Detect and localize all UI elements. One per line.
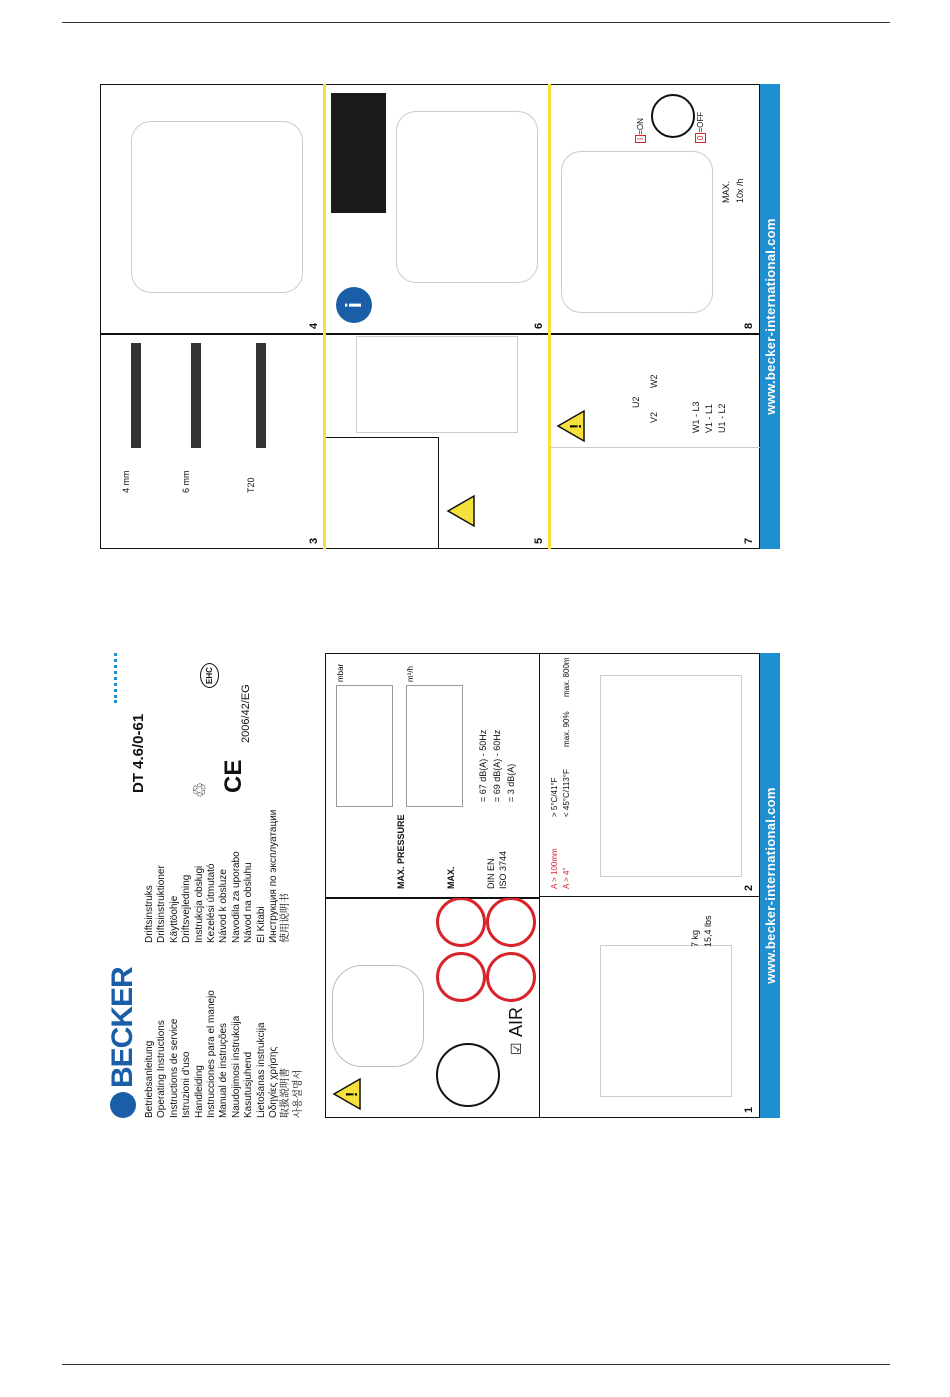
electrician-icon (326, 437, 439, 548)
max-pressure-label: MAX. PRESSURE (396, 814, 406, 889)
panel-8 (550, 84, 760, 334)
air-checkbox-icon: ☑ (508, 1042, 524, 1055)
switch-on-label: =ON (636, 118, 645, 135)
terminal-box-sketch-icon (551, 447, 761, 548)
pump-plug-sketch-icon (131, 121, 303, 293)
tool-size-1: 4 mm (121, 470, 131, 493)
language-item: Käyttöohje (168, 895, 180, 943)
norm-line-1: DIN EN (486, 858, 496, 889)
pump-sketch-icon (332, 965, 424, 1067)
wiring-v2: V2 (649, 411, 659, 423)
language-item: Kasutusjuhend (243, 1051, 255, 1118)
info-icon: i (336, 287, 372, 323)
language-item: 使用说明书 (280, 893, 292, 943)
noise-60hz: = 69 dB(A) - 60Hz (492, 729, 502, 802)
unit-m3h: m³/h (406, 666, 415, 682)
weight-lbs: 15,4 lbs (703, 915, 713, 947)
temp-min: > 5°C/41°F (550, 777, 559, 817)
language-item: Naudojimosi instrukcija (230, 1015, 242, 1118)
tool-size-2: 6 mm (181, 470, 191, 493)
panel-number-2: 2 (743, 884, 755, 891)
language-item: Driftsinstruks (144, 885, 155, 943)
panel-3 (100, 334, 325, 549)
electric-warning-icon (446, 494, 481, 528)
altitude: max. 800m (562, 657, 571, 697)
noise-50hz: = 67 dB(A) - 50Hz (478, 729, 488, 802)
panel-number: 3 (308, 537, 320, 544)
tool-size-3: T20 (246, 477, 256, 493)
language-item: Driftsvejledning (181, 874, 193, 943)
flow-nameplate (406, 685, 463, 807)
prohibited-water-icon (436, 952, 486, 1002)
logo-word: BECKER (106, 967, 139, 1088)
lifting-sketch-icon (600, 945, 732, 1097)
terminal-cover-sketch-icon (356, 336, 518, 433)
conn-3: U1 - L2 (717, 403, 727, 433)
language-item: Инструкция по эксплуатации (268, 809, 280, 943)
pump-running-sketch-icon (561, 151, 713, 313)
panel-5 (325, 334, 550, 549)
ce-mark: CE (220, 759, 247, 793)
panel-number: 1 (743, 1106, 755, 1113)
brand-url-bar: www.becker-international.com (760, 84, 780, 549)
language-list-right (144, 810, 293, 943)
language-item: Instrukcja obsługi (193, 865, 205, 943)
screwdriver-torx-icon (256, 343, 266, 448)
switch-off-label: =OFF (696, 111, 705, 133)
panel-number: 4 (308, 322, 320, 329)
prohibited-hand-icon (486, 952, 536, 1002)
brand-url-bar: www.becker-international.com (760, 653, 780, 1118)
svg-text:!: ! (568, 423, 585, 429)
recycle-icon: ♲ (190, 781, 210, 798)
fan-flow-icon (436, 1043, 500, 1107)
wiring-warning-icon (556, 409, 591, 443)
panel-number: 8 (743, 322, 755, 329)
panel-number: 6 (533, 322, 545, 329)
switch-off-code: 0 (695, 133, 706, 143)
wiring-u2: U2 (631, 396, 641, 408)
prohibited-tools-icon (436, 897, 486, 947)
switch-on-code: I (635, 135, 646, 143)
panel-number: 7 (743, 537, 755, 544)
language-item: Οδηγίες χρήσης (268, 1046, 280, 1118)
temp-max: < 45°C/113°F (562, 769, 571, 817)
model-number: DT 4.6/0-61 (130, 713, 147, 793)
language-item: Lietošanas instrukcija (255, 1022, 267, 1118)
language-item: 사용설명서 (292, 1069, 304, 1118)
screwdriver-flat-icon (131, 343, 141, 448)
panel-specs (325, 653, 540, 898)
norm-line-2: ISO 3744 (498, 850, 508, 889)
language-list-left (144, 990, 305, 1118)
panel-2 (540, 653, 760, 1118)
language-item: Návod na obsluhu (243, 862, 255, 943)
language-item: Driftsinstruktioner (156, 865, 168, 943)
language-item: 取扱説明書 (280, 1068, 292, 1118)
max-starts-label: MAX. (721, 180, 731, 203)
language-item: Istruzioni d'uso (181, 1051, 193, 1118)
panel-4 (100, 84, 325, 334)
air-label: AIR (506, 1006, 526, 1037)
yellow-frame-bottom (548, 84, 551, 549)
language-item: Handleiding (193, 1065, 205, 1118)
max-flow-label: MAX. (446, 866, 456, 889)
pressure-nameplate (336, 685, 393, 807)
conn-2: V1 - L1 (704, 403, 714, 433)
instructions-half (100, 84, 780, 549)
wiring-w2: W2 (649, 374, 659, 388)
unit-mbar: mbar (336, 663, 345, 682)
becker-logo (106, 967, 140, 1118)
language-item: Instrucciones para el manejo (206, 990, 218, 1118)
noise-k: = 3 dB(A) (506, 763, 516, 802)
yellow-frame-top (323, 84, 326, 549)
model-dots (114, 653, 117, 703)
clearance-mm: A > 100mm (550, 848, 559, 889)
nameplate-detail (331, 93, 386, 213)
panel-6 (325, 84, 550, 334)
manual-cover-half (100, 653, 780, 1118)
header-rule (62, 22, 890, 23)
eac-mark: EHC (200, 663, 219, 688)
directive: 2006/42/EG (240, 684, 252, 743)
language-item: Betriebsanleitung (144, 1040, 155, 1118)
panel-1 (325, 898, 540, 1118)
install-sketch-icon (600, 675, 742, 877)
language-item: Manual de instruções (218, 1022, 230, 1118)
switch-icon (651, 94, 695, 138)
pump-nameplate-sketch-icon (396, 111, 538, 283)
weight-kg: 7 kg (690, 929, 700, 947)
switch-on (636, 118, 645, 143)
conn-1: W1 - L3 (691, 401, 701, 433)
prohibited-fire-icon (486, 897, 536, 947)
panel-7 (550, 334, 760, 549)
svg-text:!: ! (344, 1091, 361, 1097)
language-item: Kezelési útmutató (206, 863, 218, 943)
language-item: Operating Instructions (156, 1020, 168, 1118)
screwdriver-hex-icon (191, 343, 201, 448)
language-item: El Kitabi (255, 906, 267, 943)
language-item: Instructions de service (168, 1018, 180, 1118)
panel-number: 5 (533, 537, 545, 544)
humidity: max. 90% (562, 711, 571, 747)
language-item: Návod k obsluze (218, 869, 230, 943)
language-item: Navodila za uporabo (230, 851, 242, 943)
footer-rule (62, 1364, 890, 1365)
starts-per-hour: 10x /h (735, 178, 745, 203)
logo-circle-icon (110, 1092, 136, 1118)
clearance-in: A > 4" (562, 867, 571, 889)
warning-triangle-icon (332, 1077, 367, 1111)
switch-off (696, 112, 705, 143)
